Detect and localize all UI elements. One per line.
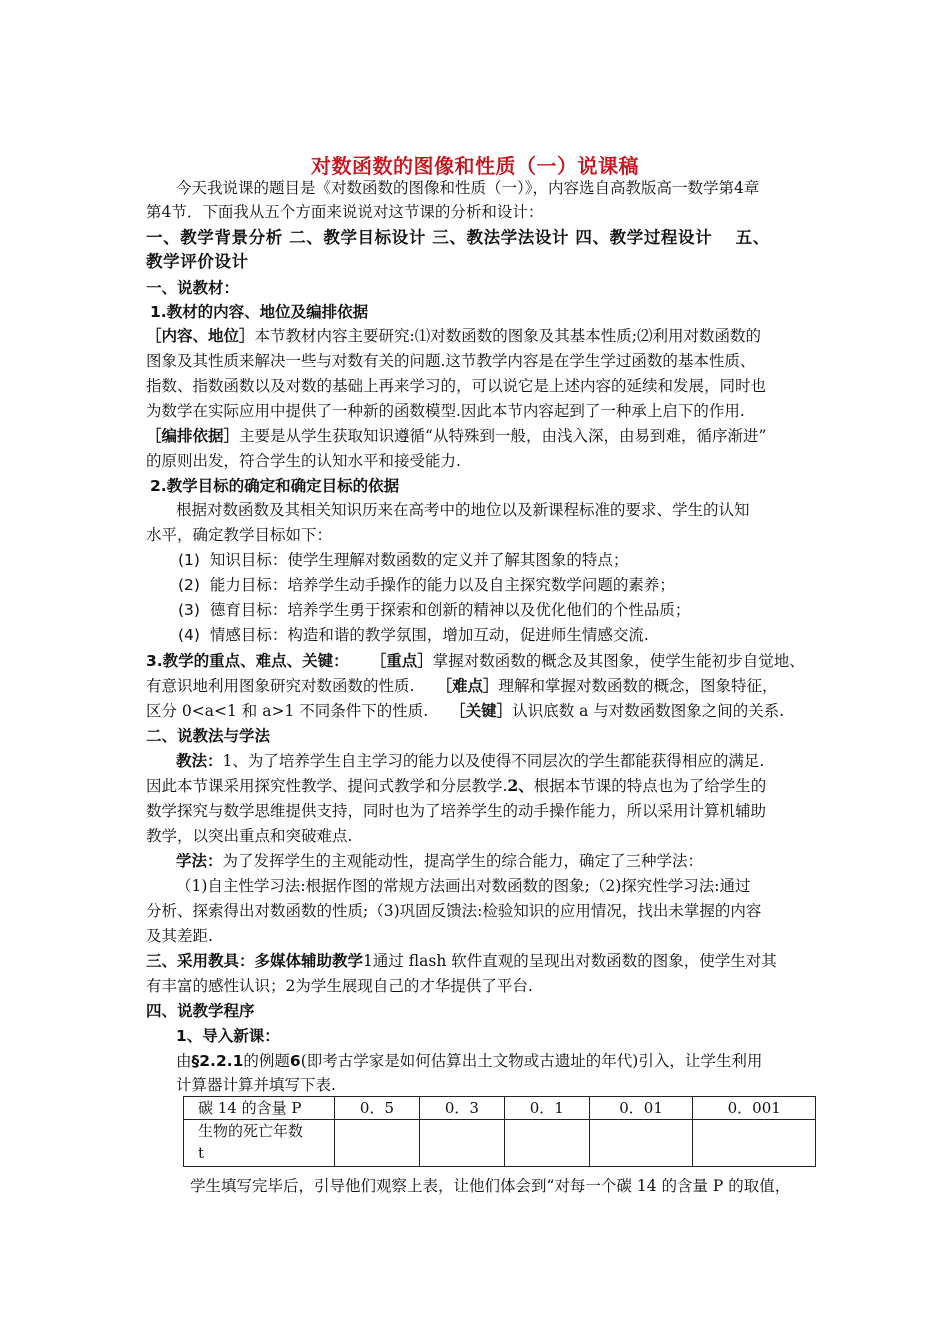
table-row-label: 碳 14 的含量 P bbox=[184, 1097, 335, 1120]
section-4-sub-1: 1、导入新课： bbox=[176, 1027, 280, 1045]
method-num-2: 2、 bbox=[507, 776, 534, 795]
outline-line-1: 一、教学背景分析 二、教学目标设计 三、教法学法设计 四、教学过程设计 五、 bbox=[146, 228, 770, 247]
study-paragraph-line-4: 及其差距. bbox=[146, 927, 213, 945]
goal-text: 能力目标：培养学生动手操作的能力以及自主探究数学问题的素养； bbox=[209, 576, 675, 594]
goal-num: (1) bbox=[178, 551, 200, 569]
lead-paragraph-line-2: 计算器计算并填写下表. bbox=[176, 1076, 336, 1094]
page-title: 对数函数的图像和性质（一）说课稿 bbox=[311, 154, 639, 178]
table-cell: 0．1 bbox=[504, 1097, 589, 1120]
table-cell: 0．001 bbox=[693, 1097, 816, 1120]
content-paragraph-line-2: 图象及其性质来解决一些与对数有关的问题.这节教学内容是在学生学过函数的基本性质、 bbox=[146, 352, 756, 370]
content-paragraph-line-1 bbox=[146, 326, 761, 346]
arrange-text-1: 主要是从学生获取知识遵循“从特殊到一般，由浅入深，由易到难，循序渐进” bbox=[239, 427, 767, 445]
section-3-line-2: 有丰富的感性认识；2为学生展现自己的才华提供了平台. bbox=[146, 977, 533, 995]
study-paragraph-line-3: 分析、探索得出对数函数的性质;（3)巩固反馈法:检验知识的应用情况，找出未掌握的内容 bbox=[146, 902, 762, 920]
intro-line-2: 第4节．下面我从五个方面来说说对这节课的分析和设计： bbox=[146, 203, 544, 221]
carbon-14-table bbox=[183, 1096, 816, 1167]
table-cell-empty[interactable] bbox=[419, 1120, 504, 1167]
goal-item-4 bbox=[178, 625, 649, 645]
section-1-heading: 一、说教材： bbox=[146, 279, 240, 297]
lead-text-c: (即考古学家是如何估算出土文物或古遗址的年代)引入，让学生利用 bbox=[300, 1052, 763, 1070]
study-paragraph-line-2: （1)自主性学习法:根据作图的常规方法画出对数函数的图象;（2)探究性学习法:通过 bbox=[176, 877, 751, 895]
method-text-2a: 因此本节课采用探究性教学、提问式教学和分层教学. bbox=[146, 777, 508, 795]
section-2-heading: 二、说教法与学法 bbox=[146, 727, 271, 745]
section-1-sub-1: 1.教材的内容、地位及编排依据 bbox=[150, 303, 369, 321]
goal-text: 情感目标：构造和谐的教学氛围，增加互动，促进师生情感交流. bbox=[209, 626, 649, 644]
key-paragraph-line-2 bbox=[146, 676, 777, 696]
method-text-1: 1、为了培养学生自主学习的能力以及使得不同层次的学生都能获得相应的满足. bbox=[222, 752, 765, 770]
goal-item-3 bbox=[178, 600, 690, 620]
method-paragraph-line-3: 数学探究与数学思维提供支持，同时也为了培养学生的动手操作能力，所以采用计算机辅助 bbox=[146, 802, 767, 820]
table-cell-empty[interactable] bbox=[589, 1120, 693, 1167]
study-text-1: 为了发挥学生的主观能动性，提高学生的综合能力，确定了三种学法： bbox=[222, 852, 704, 870]
content-text-1: 本节教材内容主要研究:⑴对数函数的图象及其基本性质;⑵利用对数函数的 bbox=[254, 327, 761, 345]
table-row-label bbox=[184, 1120, 335, 1167]
study-paragraph-line-1 bbox=[176, 851, 703, 871]
lead-example-num: 6 bbox=[289, 1052, 301, 1070]
goal-text: 知识目标：使学生理解对数函数的定义并了解其图象的特点； bbox=[209, 551, 629, 569]
key-text-2a: 有意识地利用图象研究对数函数的性质. bbox=[146, 677, 415, 695]
key-paragraph-line-3 bbox=[146, 701, 784, 721]
table-cell-empty[interactable] bbox=[504, 1120, 589, 1167]
row-label-line-1: 生物的死亡年数 bbox=[198, 1122, 304, 1140]
content-paragraph-line-4: 为数学在实际应用中提供了一种新的函数模型.因此本节内容起到了一种承上启下的作用. bbox=[146, 402, 745, 420]
section-1-sub-2: 2.教学目标的确定和确定目标的依据 bbox=[150, 477, 400, 495]
table-row bbox=[184, 1097, 816, 1120]
key-label: ［重点］ bbox=[370, 651, 433, 670]
section-4-heading: 四、说教学程序 bbox=[146, 1002, 255, 1020]
arrange-paragraph-line-1 bbox=[146, 426, 766, 446]
section-3-text-1: 1通过 flash 软件直观的呈现出对数函数的图象，使学生对其 bbox=[363, 952, 777, 970]
method-paragraph-line-1 bbox=[176, 751, 764, 771]
study-label: 学法： bbox=[176, 851, 223, 870]
arrange-label: ［编排依据］ bbox=[146, 426, 240, 445]
table-cell: 0．5 bbox=[335, 1097, 420, 1120]
goal-num: (3) bbox=[178, 601, 200, 619]
method-paragraph-line-4: 教学，以突出重点和突破难点. bbox=[146, 827, 353, 845]
section-3-heading: 三、采用教具：多媒体辅助教学 bbox=[146, 952, 364, 970]
goal-paragraph-line-1: 根据对数函数及其相关知识历来在高考中的地位以及新课程标准的要求、学生的认知 bbox=[176, 501, 750, 519]
lead-text-b: 的例题 bbox=[243, 1052, 290, 1070]
method-text-2b: 根据本节课的特点也为了给学生的 bbox=[533, 777, 767, 795]
key-text-2b: 理解和掌握对数函数的概念，图象特征， bbox=[498, 677, 778, 695]
arrange-paragraph-line-2: 的原则出发，符合学生的认知水平和接受能力. bbox=[146, 452, 461, 470]
table-cell: 0．3 bbox=[419, 1097, 504, 1120]
table-cell-empty[interactable] bbox=[335, 1120, 420, 1167]
goal-text: 德育目标：培养学生勇于探索和创新的精神以及优化他们的个性品质； bbox=[209, 601, 691, 619]
goal-item-1 bbox=[178, 550, 628, 570]
crux-label: ［关键］ bbox=[450, 701, 513, 720]
goal-paragraph-line-2: 水平，确定教学目标如下： bbox=[146, 526, 333, 544]
table-cell-empty[interactable] bbox=[693, 1120, 816, 1167]
table-cell: 0．01 bbox=[589, 1097, 693, 1120]
goal-item-2 bbox=[178, 575, 675, 595]
outline-line-2: 教学评价设计 bbox=[146, 252, 249, 271]
row-label-line-2: t bbox=[198, 1144, 205, 1162]
table-row bbox=[184, 1120, 816, 1167]
lead-paragraph-line-1 bbox=[176, 1051, 762, 1071]
key-text-1: 掌握对数函数的概念及其图象，使学生能初步自觉地、 bbox=[432, 652, 805, 670]
section-1-sub-3: 3.教学的重点、难点、关键： bbox=[146, 652, 349, 670]
goal-num: (2) bbox=[178, 576, 200, 594]
key-text-3a: 区分 0<a<1 和 a>1 不同条件下的性质. bbox=[146, 702, 429, 720]
lead-text-a: 由 bbox=[176, 1052, 192, 1070]
key-text-3b: 认识底数 a 与对数函数图象之间的关系. bbox=[512, 702, 785, 720]
goal-num: (4) bbox=[178, 626, 200, 644]
content-paragraph-line-3: 指数、指数函数以及对数的基础上再来学习的，可以说它是上述内容的延续和发展，同时也 bbox=[146, 377, 767, 395]
intro-line-1: 今天我说课的题目是《对数函数的图像和性质（一）》，内容选自高教版高一数学第4章 bbox=[176, 179, 760, 197]
method-label: 教法： bbox=[176, 751, 223, 770]
lead-ref: §2.2.1 bbox=[191, 1052, 244, 1070]
difficulty-label: ［难点］ bbox=[436, 676, 499, 695]
after-table-line: 学生填写完毕后，引导他们观察上表，让他们体会到“对每一个碳 14 的含量 P 的取值， bbox=[190, 1177, 791, 1195]
content-label: ［内容、地位］ bbox=[146, 326, 255, 345]
section-3-line-1 bbox=[146, 951, 777, 971]
key-paragraph-line-1 bbox=[146, 651, 805, 671]
method-paragraph-line-2 bbox=[146, 776, 766, 796]
